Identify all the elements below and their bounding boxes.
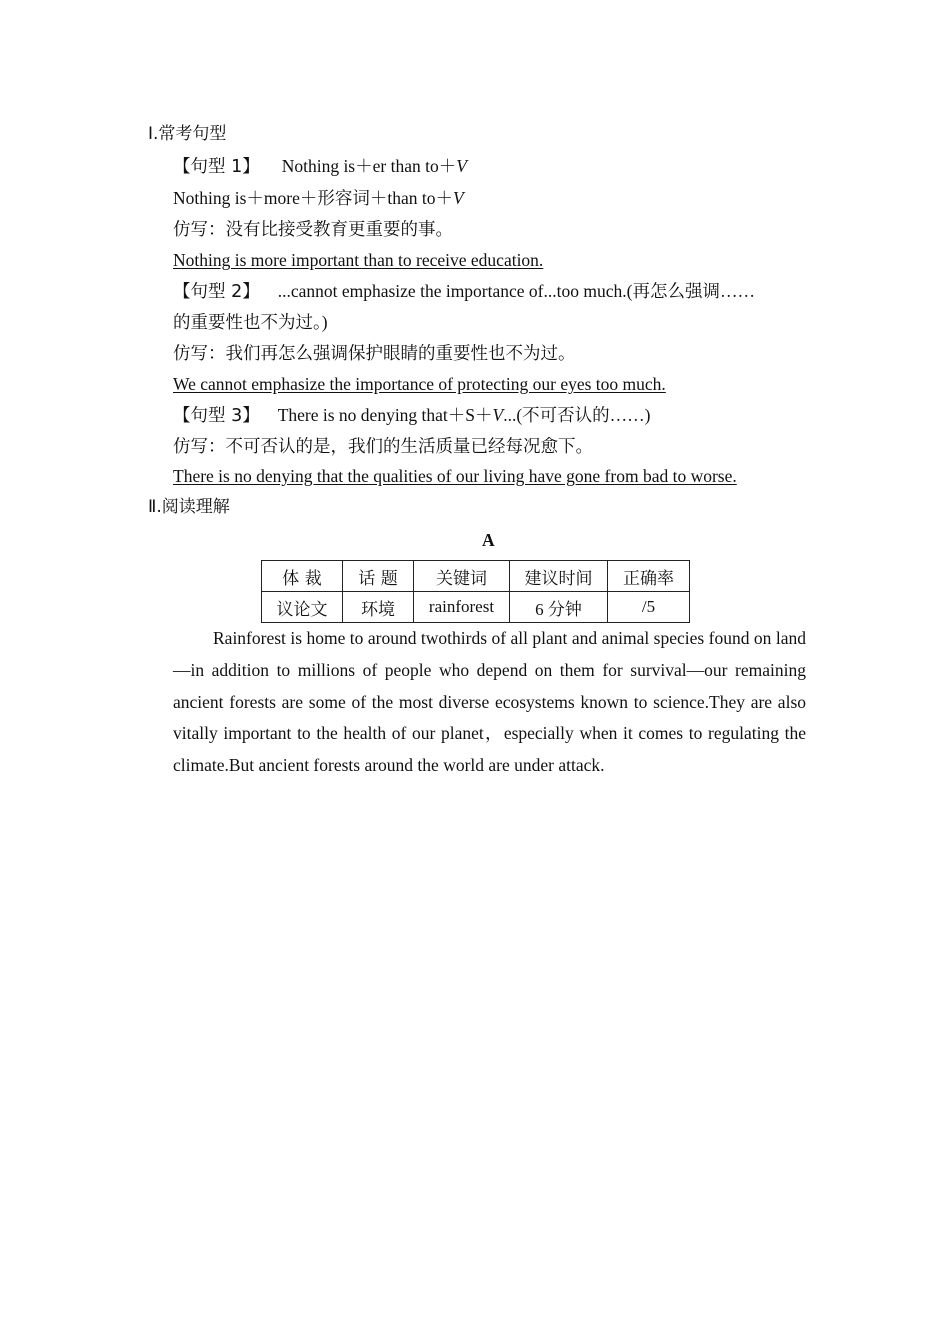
pattern-2-answer: We cannot emphasize the importance of protecting our eyes too much. (173, 374, 666, 394)
pattern-1-line-2 (173, 188, 464, 208)
table-header-cell: 正确率 (608, 561, 690, 592)
table-cell: 议论文 (262, 592, 343, 623)
table-row (262, 592, 690, 623)
pattern-2-prompt: 仿写：我们再怎么强调保护眼睛的重要性也不为过。 (173, 343, 576, 363)
pattern-1-formula-line (173, 156, 467, 177)
pattern-1-formula: Nothing is＋er than to＋ (281, 156, 457, 176)
pattern-1-answer: Nothing is more important than to receive education. (173, 250, 544, 270)
pattern-1-tag: 【句型 1】 (173, 157, 260, 177)
pattern-3-formula-b: ...(不可否认的……) (503, 405, 651, 425)
pattern-3-tag: 【句型 3】 (173, 406, 260, 426)
passage-paragraph (173, 623, 806, 782)
table-header-cell: 话 题 (343, 561, 414, 592)
pattern-2-formula: ...cannot emphasize the importance of...too much.(再怎么强调…… (277, 281, 755, 301)
table-cell: 6 分钟 (510, 592, 608, 623)
table-header-row (262, 561, 690, 592)
pattern-3-prompt: 仿写：不可否认的是，我们的生活质量已经每况愈下。 (173, 436, 593, 456)
table-header-cell: 关键词 (414, 561, 510, 592)
table-cell: /5 (608, 592, 690, 623)
table-header-cell: 体 裁 (262, 561, 343, 592)
passage-info-table (261, 560, 690, 623)
table-cell: rainforest (414, 592, 510, 623)
passage-paragraph-text: Rainforest is home to around twothirds of all plant and animal species found on land—in addition to millions of people who depend on them for survival—our remaining ancient forests are some of the most diverse ecosystems known to science.They are also vitally important to the health of our planet，especially when it comes to regulating the climate.But ancient forests around the world are under attack. (173, 628, 806, 776)
pattern-1-prompt: 仿写：没有比接受教育更重要的事。 (173, 219, 453, 239)
pattern-3-answer: There is no denying that the qualities of our living have gone from bad to worse. (173, 466, 737, 486)
passage-label: A (482, 530, 495, 550)
pattern-1-formula-v: V (456, 156, 467, 176)
section-2-title: Ⅱ.阅读理解 (148, 497, 230, 517)
pattern-2-tag: 【句型 2】 (173, 282, 260, 302)
pattern-1-line-2-text: Nothing is＋more＋形容词＋than to＋ (173, 188, 453, 208)
section-1-title: Ⅰ.常考句型 (148, 124, 227, 144)
pattern-3-formula-v: V (492, 405, 504, 425)
pattern-2-formula-line (173, 281, 755, 302)
table-header-cell: 建议时间 (510, 561, 608, 592)
pattern-3-formula-a: There is no denying that＋S＋ (277, 405, 493, 425)
pattern-3-formula-line (173, 405, 651, 426)
table-cell: 环境 (343, 592, 414, 623)
pattern-1-line-2-v: V (452, 188, 464, 208)
pattern-2-formula-cont: 的重要性也不为过。) (173, 312, 328, 332)
